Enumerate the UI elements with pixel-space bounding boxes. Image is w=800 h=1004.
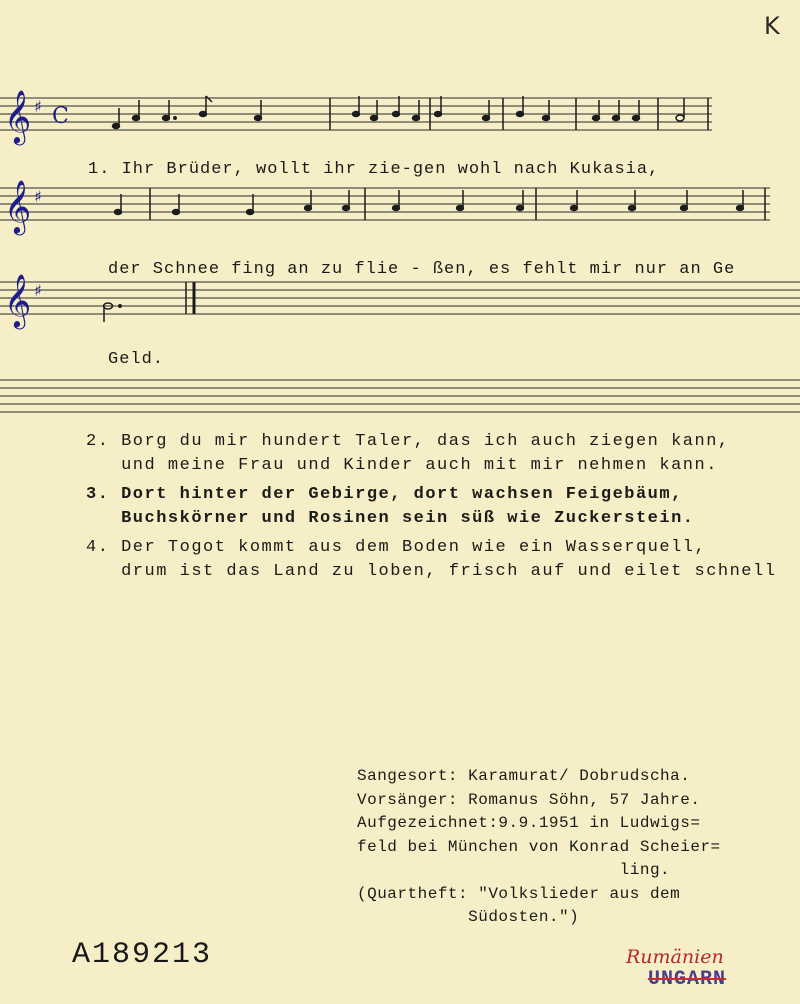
archive-number: A189213 <box>72 938 213 972</box>
note-sangesort: Sangesort: Karamurat/ Dobrudscha. <box>357 767 691 785</box>
music-staff-4-empty <box>0 372 800 422</box>
common-time-icon: C <box>52 104 69 129</box>
verse-4 <box>86 536 776 584</box>
lyric-line-2: der Schnee fing an zu flie - ßen, es fehlt mir nur an Ge <box>108 260 736 279</box>
note-aufgezeichnet: Aufgezeichnet:9.9.1951 in Ludwigs= <box>357 814 701 832</box>
note-quartheft: (Quartheft: "Volkslieder aus dem <box>357 884 681 903</box>
verse-2-line-2: und meine Frau und Kinder auch mit mir nehmen kann. <box>86 456 718 475</box>
verse-2 <box>86 430 730 478</box>
recording-notes <box>357 765 721 930</box>
note-quartheft-2: Südosten.") <box>357 908 580 926</box>
music-staff-3 <box>0 274 800 327</box>
music-staff-2 <box>0 180 800 233</box>
music-staff-1 <box>0 90 800 143</box>
treble-clef-icon: 𝄞 <box>4 90 32 143</box>
treble-clef-icon: 𝄞 <box>4 274 32 327</box>
verse-2-line-1: 2. Borg du mir hundert Taler, das ich auch ziegen kann, <box>86 432 730 451</box>
country-stamp: UNGARN <box>648 968 727 991</box>
note-aufgezeichnet-3: ling. <box>357 861 671 879</box>
verse-3 <box>86 483 695 531</box>
verse-4-line-1: 4. Der Togot kommt aus dem Boden wie ein Wasserquell, <box>86 538 707 557</box>
treble-clef-icon: 𝄞 <box>4 180 32 233</box>
note-vorsaenger: Vorsänger: Romanus Söhn, 57 Jahre. <box>357 790 701 809</box>
sharp-icon: ♯ <box>34 281 42 300</box>
note-aufgezeichnet-2: feld bei München von Konrad Scheier= <box>357 837 721 856</box>
handwritten-country-note: Rumänien <box>626 946 724 968</box>
verse-4-line-2: drum ist das Land zu loben, frisch auf und eilet schnell <box>86 562 777 581</box>
verse-3-line-1: 3. Dort hinter der Gebirge, dort wachsen Feigebäum, <box>86 485 683 504</box>
staff-1-svg <box>0 90 800 150</box>
staff-4-svg <box>0 372 800 422</box>
corner-mark: K <box>764 12 780 40</box>
lyric-line-3: Geld. <box>108 350 165 369</box>
sharp-icon: ♯ <box>34 187 42 206</box>
lyric-line-1: 1. Ihr Brüder, wollt ihr zie-gen wohl nach Kukasia, <box>88 160 660 179</box>
verse-3-line-2: Buchskörner und Rosinen sein süß wie Zuckerstein. <box>86 509 695 528</box>
sharp-icon: ♯ <box>34 97 42 116</box>
staff-3-notes <box>104 282 195 322</box>
staff-2-svg <box>0 180 800 240</box>
staff-3-svg <box>0 274 800 334</box>
staff-1-notes <box>113 96 709 130</box>
